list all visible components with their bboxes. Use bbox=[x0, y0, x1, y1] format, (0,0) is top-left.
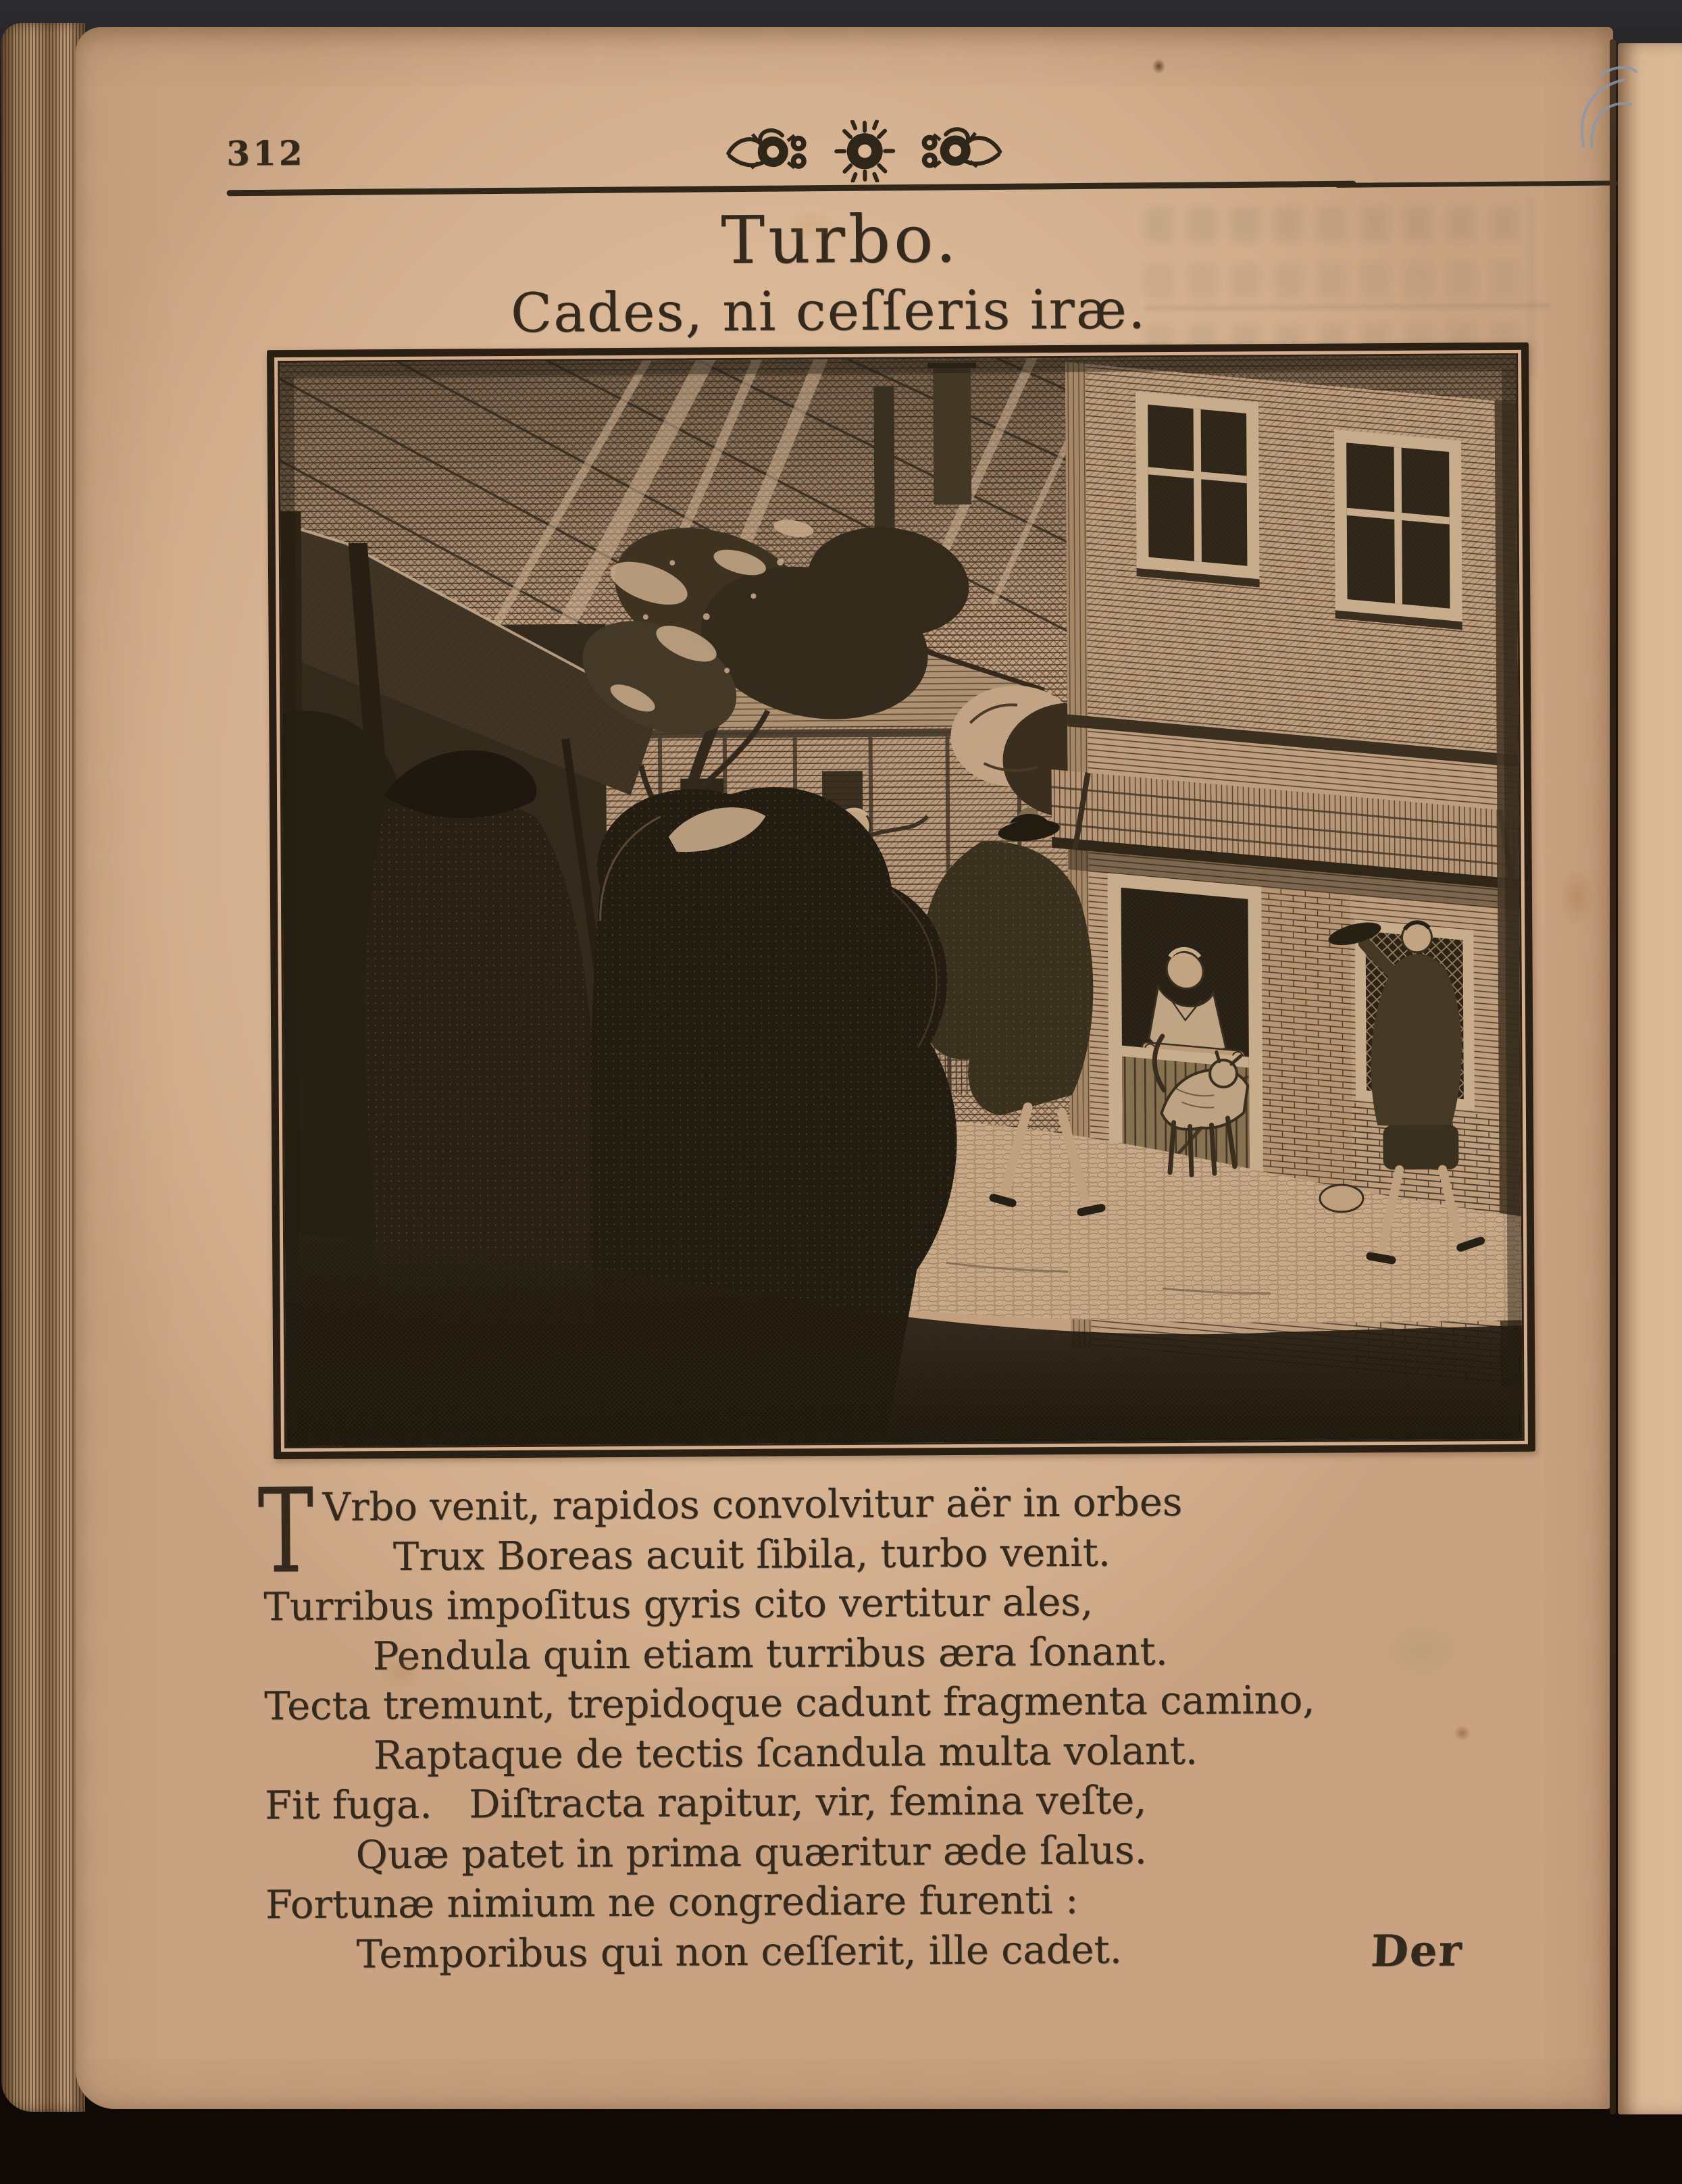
foxing-stain bbox=[1150, 56, 1167, 76]
binding-gutter bbox=[1610, 39, 1616, 2114]
poem-line: Fit fuga. Diſtracta rapitur, vir, femina veſte, bbox=[264, 1777, 1147, 1829]
emblem-plate-frame bbox=[267, 342, 1535, 1459]
emblem-motto: Cades, ni ceſſeris iræ. bbox=[510, 278, 1147, 345]
poem-line: Pendula quin etiam turribus æra ſonant. bbox=[372, 1628, 1168, 1679]
poem-line: Raptaque de tectis ſcandula multa volant. bbox=[373, 1727, 1198, 1778]
page-number: 312 bbox=[226, 132, 305, 174]
foxing-stain bbox=[1554, 860, 1602, 934]
poem-line: Tecta tremunt, trepidoque cadunt fragmenta camino, bbox=[264, 1677, 1315, 1729]
foxing-stain bbox=[1450, 1723, 1473, 1743]
catchword: Der bbox=[1369, 1925, 1464, 1977]
binding-thread bbox=[1566, 59, 1640, 161]
latin-poem bbox=[257, 1463, 1400, 1979]
poem-line: Trux Boreas acuit ſibila, turbo venit. bbox=[392, 1529, 1111, 1579]
poem-line: Fortunæ nimium ne congrediare furenti : bbox=[265, 1877, 1079, 1928]
plate-inner-border bbox=[278, 353, 1525, 1448]
facing-page-sliver bbox=[1618, 43, 1682, 2114]
poem-line: Temporibus qui non ceſſerit, ille cadet. bbox=[356, 1927, 1123, 1977]
poem-line: Quæ patet in prima quæritur æde ſalus. bbox=[355, 1827, 1147, 1877]
book-page bbox=[76, 27, 1613, 2109]
page-content bbox=[70, 22, 1621, 2114]
floral-headpiece-ornament bbox=[723, 120, 1007, 184]
windstorm-street-etching bbox=[280, 355, 1523, 1446]
header-rule bbox=[227, 181, 1356, 197]
poem-line: Turribus impoſitus gyris cito vertitur ales, bbox=[263, 1579, 1094, 1630]
drop-cap: T bbox=[257, 1463, 314, 1600]
emblem-title: Turbo. bbox=[721, 200, 960, 279]
poem-line: Vrbo venit, rapidos convolvitur aër in orbes bbox=[322, 1479, 1183, 1530]
